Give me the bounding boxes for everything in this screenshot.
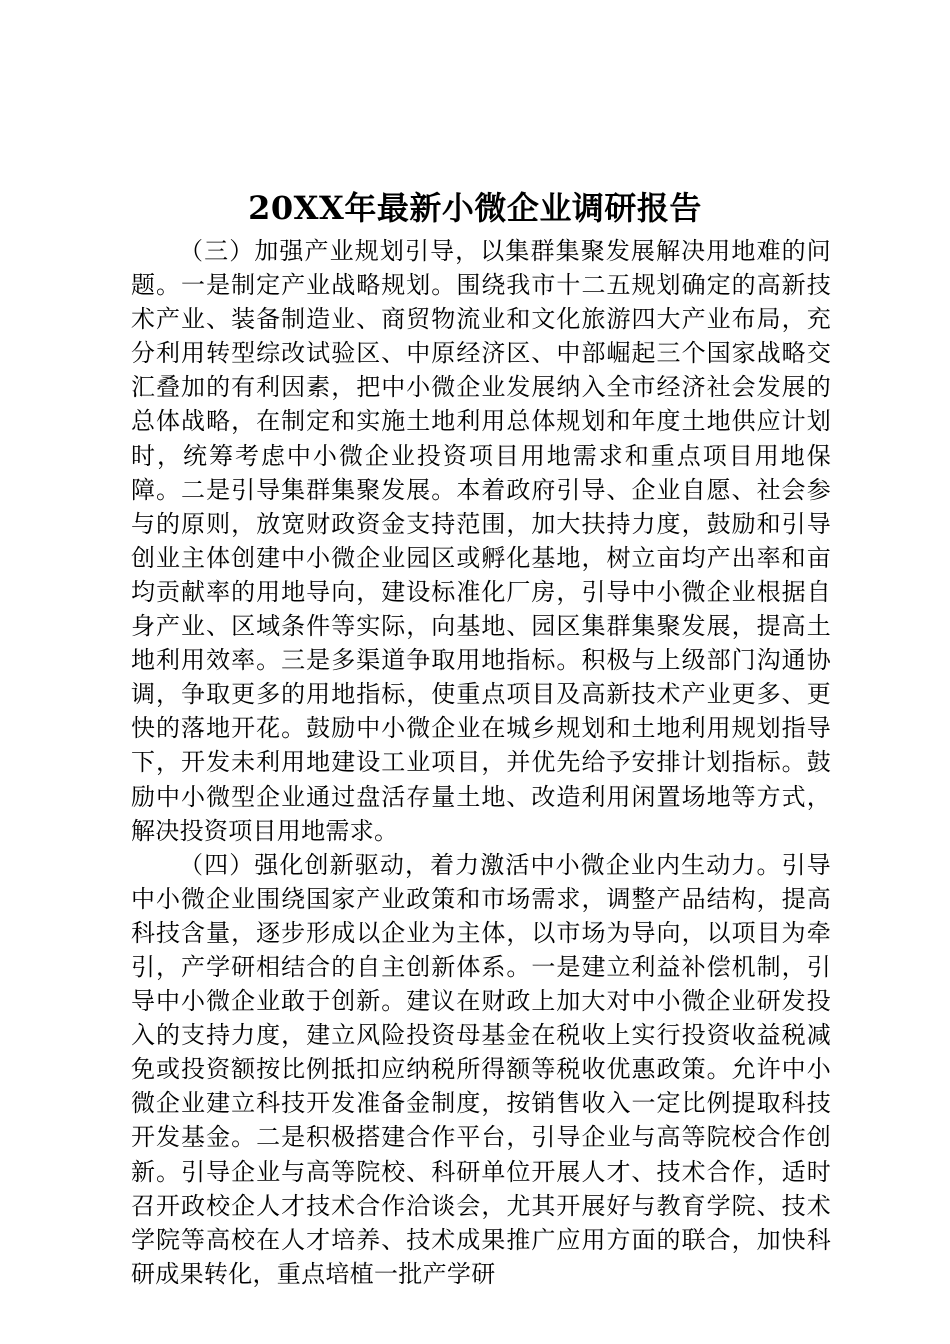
document-title: 20XX年最新小微企业调研报告: [248, 189, 702, 227]
paragraph-3: （三）加强产业规划引导，以集群集聚发展解决用地难的问题。一是制定产业战略规划。围绕我市十二五规划确定的高新技术产业、装备制造业、商贸物流业和文化旅游四大产业布局，充分利用转型综改试验区、中原经济区、中部崛起三个国家战略交汇叠加的有利因素，把中小微企业发展纳入全市经济社会发展的总体战略，在制定和实施土地利用总体规划和年度土地供应计划时，统筹考虑中小微企业投资项目用地需求和重点项目用地保障。二是引导集群集聚发展。本着政府引导、企业自愿、社会参与的原则，放宽财政资金支持范围，加大扶持力度，鼓励和引导创业主体创建中小微企业园区或孵化基地，树立亩均产出率和亩均贡献率的用地导向，建设标准化厂房，引导中小微企业根据自身产业、区域条件等实际，向基地、园区集群集聚发展，提高土地利用效率。三是多渠道争取用地指标。积极与上级部门沟通协调，争取更多的用地指标，使重点项目及高新技术产业更多、更快的落地开花。鼓励中小微企业在城乡规划和土地利用规划指导下，开发未利用地建设工业项目，并优先给予安排计划指标。鼓励中小微型企业通过盘活存量土地、改造利用闲置场地等方式，解决投资项目用地需求。: [131, 237, 831, 845]
document-body: [131, 234, 831, 1291]
paragraph-4: （四）强化创新驱动，着力激活中小微企业内生动力。引导中小微企业围绕国家产业政策和市场需求，调整产品结构，提高科技含量，逐步形成以企业为主体，以市场为导向，以项目为牵引，产学研相结合的自主创新体系。一是建立利益补偿机制，引导中小微企业敢于创新。建议在财政上加大对中小微企业研发投入的支持力度，建立风险投资母基金在税收上实行投资收益税减免或投资额按比例抵扣应纳税所得额等税收优惠政策。允许中小微企业建立科技开发准备金制度，按销售收入一定比例提取科技开发基金。二是积极搭建合作平台，引导企业与高等院校合作创新。引导企业与高等院校、科研单位开展人才、技术合作，适时召开政校企人才技术合作洽谈会，尤其开展好与教育学院、技术学院等高校在人才培养、技术成果推广应用方面的联合，加快科研成果转化，重点培植一批产学研: [131, 850, 831, 1288]
